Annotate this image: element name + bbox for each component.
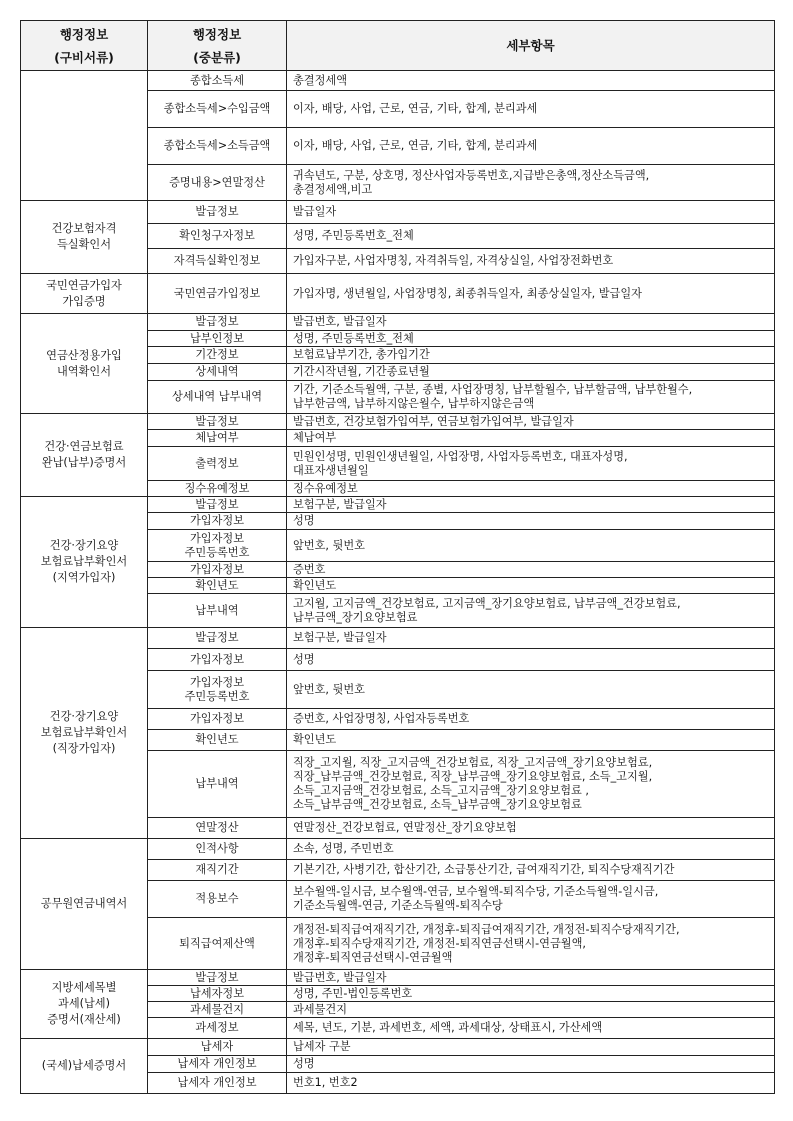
category-line: 인적사항 — [195, 842, 239, 855]
category-line: 가입자정보 — [189, 675, 245, 689]
category-cell — [148, 818, 287, 839]
category-cell — [148, 331, 287, 347]
detail-cell — [287, 513, 775, 530]
category-line: 확인년도 — [195, 733, 239, 746]
detail-line: 직장_고지월, 직장_고지금액_건강보험료, 직장_고지금액_장기요양보험료, — [293, 756, 653, 769]
category-line: 종합소득세>수입금액 — [163, 102, 271, 115]
detail-line: 소득_납부금액_건강보험료, 소득_납부금액_장기요양보험료 — [293, 798, 582, 811]
detail-line: 대표자생년월일 — [293, 463, 369, 477]
category-cell — [148, 513, 287, 530]
detail-line: 개정전-퇴직급여재직기간, 개정후-퇴직급여재직기간, 개정전-퇴직수당재직기간, — [293, 922, 680, 936]
detail-cell — [287, 71, 775, 91]
category-cell — [148, 578, 287, 594]
category-cell — [148, 314, 287, 331]
document-name-cell — [21, 970, 148, 1039]
category-cell — [148, 881, 287, 918]
category-line: 적용보수 — [195, 892, 239, 905]
document-name-line: 국민연금가입자 — [46, 278, 122, 292]
document-name-line: (지역가입자) — [52, 571, 116, 584]
document-name-line: (직장가입자) — [52, 742, 116, 755]
detail-line: 발급번호, 발급일자 — [293, 970, 387, 984]
detail-cell — [287, 331, 775, 347]
detail-cell — [287, 1073, 775, 1094]
detail-line: 개정후-퇴직연금선택시-연금월액 — [293, 950, 453, 964]
detail-cell — [287, 918, 775, 970]
detail-line: 증번호 — [293, 562, 326, 576]
category-line: 상세내역 — [195, 365, 239, 378]
category-cell — [148, 730, 287, 751]
detail-line: 앞번호, 뒷번호 — [293, 538, 365, 552]
detail-cell — [287, 249, 775, 274]
category-cell — [148, 1073, 287, 1094]
category-cell — [148, 562, 287, 578]
detail-line: 기간시작년월, 기간종료년월 — [293, 365, 430, 378]
category-cell — [148, 381, 287, 414]
category-line: 징수유예정보 — [184, 481, 250, 495]
detail-line: 앞번호, 뒷번호 — [293, 682, 365, 696]
document-name-cell — [21, 274, 148, 314]
category-line: 가입자정보 — [189, 652, 245, 666]
table-header-row — [21, 21, 775, 71]
category-cell — [148, 860, 287, 881]
detail-cell — [287, 649, 775, 671]
detail-line: 보수월액-일시금, 보수월액-연금, 보수월액-퇴직수당, 기준소득월액-일시금, — [293, 885, 659, 898]
detail-line: 체납여부 — [293, 431, 337, 444]
document-name-line: 건강·장기요양 — [49, 539, 119, 552]
category-cell — [148, 201, 287, 224]
category-line: 자격득실확인정보 — [173, 254, 261, 267]
detail-line: 성명 — [293, 652, 315, 666]
header-col-document — [21, 21, 148, 71]
document-name-cell — [21, 201, 148, 274]
category-line: 발급정보 — [195, 205, 239, 218]
category-line: 주민등록번호 — [184, 545, 250, 559]
category-cell — [148, 165, 287, 201]
document-name-line: 건강·연금보험료 — [44, 440, 124, 453]
detail-cell — [287, 839, 775, 860]
detail-cell — [287, 818, 775, 839]
detail-line: 가입자구분, 사업자명칭, 자격취득일, 자격상실일, 사업장전화번호 — [293, 254, 614, 267]
detail-line: 보험구분, 발급일자 — [293, 631, 387, 644]
category-cell — [148, 128, 287, 165]
document-name-cell — [21, 71, 148, 201]
category-line: 국민연금가입정보 — [173, 286, 261, 300]
category-cell — [148, 414, 287, 430]
detail-line: 소속, 성명, 주민번호 — [293, 842, 394, 855]
detail-line: 성명, 주민등록번호_전체 — [293, 229, 414, 242]
category-cell — [148, 1002, 287, 1018]
category-line: 가입자정보 — [189, 514, 245, 527]
detail-line: 직장_납부금액_건강보험료, 직장_납부금액_장기요양보험료, 소득_고지월, — [293, 770, 653, 783]
category-line: 가입자정보 — [189, 712, 245, 725]
category-cell — [148, 709, 287, 730]
category-line: 납세자 개인정보 — [177, 1076, 257, 1089]
header-col-document-line1: 행정정보 — [59, 26, 109, 42]
detail-line: 발급번호, 발급일자 — [293, 315, 387, 328]
category-line: 납세자 — [200, 1040, 234, 1053]
category-cell — [148, 594, 287, 628]
header-col-category-line1: 행정정보 — [192, 26, 242, 42]
category-line: 납세자정보 — [189, 986, 245, 1000]
category-line: 확인청구자정보 — [179, 229, 255, 242]
detail-cell — [287, 1056, 775, 1073]
detail-line: 확인년도 — [293, 578, 337, 592]
detail-cell — [287, 970, 775, 986]
document-name-line: 득실확인서 — [56, 238, 112, 251]
document-name-line: 과세(납세) — [58, 997, 110, 1010]
detail-line: 성명 — [293, 1057, 315, 1070]
detail-cell — [287, 578, 775, 594]
document-name-line: 건강·장기요양 — [49, 710, 119, 723]
category-line: 체납여부 — [195, 431, 239, 444]
detail-cell — [287, 671, 775, 709]
table-row — [21, 201, 775, 224]
detail-cell — [287, 224, 775, 249]
detail-cell — [287, 751, 775, 818]
table-row — [21, 839, 775, 860]
detail-line: 보험구분, 발급일자 — [293, 497, 387, 511]
detail-cell — [287, 447, 775, 481]
detail-cell — [287, 165, 775, 201]
document-name-line: 내역확인서 — [56, 364, 112, 378]
category-line: 재직기간 — [195, 863, 239, 876]
category-line: 가입자정보 — [189, 531, 245, 545]
table-row — [21, 628, 775, 649]
category-cell — [148, 970, 287, 986]
detail-cell — [287, 562, 775, 578]
category-line: 출력정보 — [195, 456, 239, 470]
header-col-category — [148, 21, 287, 71]
document-name-line: 보험료납부확인서 — [40, 726, 128, 739]
detail-line: 징수유예정보 — [293, 481, 358, 495]
category-line: 발급정보 — [195, 315, 239, 328]
detail-cell — [287, 414, 775, 430]
category-line: 과세정보 — [195, 1021, 239, 1034]
document-name-cell — [21, 314, 148, 414]
document-name-line: 공무원연금내역서 — [40, 897, 128, 910]
detail-line: 납부금액_장기요양보험료 — [293, 610, 418, 624]
category-line: 상세내역 납부내역 — [171, 390, 262, 403]
category-line: 납세자 개인정보 — [177, 1057, 257, 1070]
detail-cell — [287, 628, 775, 649]
category-cell — [148, 530, 287, 562]
detail-line: 성명 — [293, 514, 315, 527]
category-line: 주민등록번호 — [184, 689, 250, 703]
detail-line: 가입자명, 생년월일, 사업장명칭, 최종취득일자, 최종상실일자, 발급일자 — [293, 286, 642, 300]
detail-line: 개정후-퇴직수당재직기간, 개정전-퇴직연금선택시-연금월액, — [293, 936, 586, 950]
document-name-line: 보험료납부확인서 — [40, 555, 128, 568]
category-line: 납부내역 — [195, 777, 239, 790]
category-cell — [148, 71, 287, 91]
detail-line: 과세물건지 — [293, 1002, 348, 1016]
document-name-line: 가입증명 — [62, 294, 106, 308]
document-name-cell — [21, 628, 148, 839]
detail-line: 번호1, 번호2 — [293, 1076, 358, 1089]
header-col-document-line2: (구비서류) — [54, 49, 114, 65]
category-cell — [148, 364, 287, 381]
detail-line: 이자, 배당, 사업, 근로, 연금, 기타, 합계, 분리과세 — [293, 139, 538, 152]
category-line: 기간정보 — [195, 348, 239, 361]
category-cell — [148, 751, 287, 818]
category-cell — [148, 649, 287, 671]
detail-cell — [287, 364, 775, 381]
table-row — [21, 314, 775, 331]
document-name-line: (국세)납세증명서 — [41, 1059, 127, 1072]
detail-cell — [287, 381, 775, 414]
detail-line: 발급일자 — [293, 205, 337, 218]
category-line: 가입자정보 — [189, 562, 245, 576]
category-line: 과세물건지 — [189, 1002, 245, 1016]
detail-line: 보험료납부기간, 총가입기간 — [293, 348, 430, 361]
category-cell — [148, 628, 287, 649]
table-body — [21, 71, 775, 1094]
detail-line: 증번호, 사업장명칭, 사업자등록번호 — [293, 712, 470, 725]
detail-cell — [287, 594, 775, 628]
detail-cell — [287, 274, 775, 314]
table-row — [21, 414, 775, 430]
category-cell — [148, 1039, 287, 1056]
table-row — [21, 497, 775, 513]
document-name-line: 지방세세목별 — [51, 981, 117, 994]
table-row — [21, 970, 775, 986]
document-name-line: 연금산정용가입 — [46, 348, 122, 362]
detail-line: 이자, 배당, 사업, 근로, 연금, 기타, 합계, 분리과세 — [293, 102, 538, 115]
detail-cell — [287, 1002, 775, 1018]
category-cell — [148, 347, 287, 364]
category-line: 종합소득세 — [189, 73, 245, 87]
document-name-cell — [21, 497, 148, 628]
detail-line: 총결정세액 — [293, 73, 348, 87]
detail-line: 발급번호, 건강보험가입여부, 연금보험가입여부, 발급일자 — [293, 414, 574, 428]
detail-cell — [287, 881, 775, 918]
header-col-category-line2: (중분류) — [193, 49, 241, 65]
detail-line: 기간, 기준소득월액, 구분, 종별, 사업장명칭, 납부할월수, 납부할금액, 납부한월수, — [293, 383, 693, 396]
detail-cell — [287, 91, 775, 128]
category-cell — [148, 274, 287, 314]
document-name-cell — [21, 1039, 148, 1094]
category-cell — [148, 91, 287, 128]
category-cell — [148, 447, 287, 481]
detail-cell — [287, 314, 775, 331]
category-line: 퇴직급여제산액 — [179, 936, 255, 950]
category-cell — [148, 497, 287, 513]
category-cell — [148, 249, 287, 274]
detail-line: 성명, 주민-법인등록번호 — [293, 986, 413, 1000]
table-row — [21, 1039, 775, 1056]
category-cell — [148, 918, 287, 970]
category-cell — [148, 839, 287, 860]
detail-cell — [287, 1039, 775, 1056]
category-line: 납부내역 — [195, 603, 239, 617]
document-name-cell — [21, 414, 148, 497]
category-line: 확인년도 — [195, 578, 239, 592]
detail-line: 고지월, 고지금액_건강보험료, 고지금액_장기요양보험료, 납부금액_건강보험료, — [293, 596, 681, 610]
detail-line: 민원인성명, 민원인생년월일, 사업장명, 사업자등록번호, 대표자성명, — [293, 449, 628, 463]
category-line: 증명내용>연말정산 — [169, 175, 265, 189]
detail-cell — [287, 1018, 775, 1039]
category-cell — [148, 1018, 287, 1039]
detail-line: 납부한금액, 납부하지않은월수, 납부하지않은금액 — [293, 397, 535, 410]
category-line: 발급정보 — [195, 970, 239, 984]
detail-line: 확인년도 — [293, 733, 337, 746]
category-cell — [148, 430, 287, 447]
detail-cell — [287, 347, 775, 364]
category-cell — [148, 481, 287, 497]
detail-line: 귀속년도, 구분, 상호명, 정산사업자등록번호,지급받은총액,정산소득금액, — [293, 168, 650, 182]
table-row — [21, 274, 775, 314]
detail-line: 연말정산_건강보험료, 연말정산_장기요양보험 — [293, 821, 517, 834]
category-line: 종합소득세>소득금액 — [163, 139, 271, 152]
category-cell — [148, 224, 287, 249]
category-line: 발급정보 — [195, 631, 239, 644]
detail-line: 기본기간, 사병기간, 합산기간, 소급통산기간, 급여재직기간, 퇴직수당재직기간 — [293, 863, 675, 876]
admin-info-table — [20, 20, 775, 1094]
category-cell — [148, 1056, 287, 1073]
detail-cell — [287, 430, 775, 447]
detail-cell — [287, 128, 775, 165]
detail-line: 소득_고지금액_건강보험료, 소득_고지금액_장기요양보험료 , — [293, 784, 589, 797]
table-row — [21, 71, 775, 91]
document-name-line: 완납(납부)증명서 — [41, 456, 127, 469]
header-col-detail: 세부항목 — [287, 21, 775, 71]
category-cell — [148, 671, 287, 709]
detail-line: 총결정세액,비고 — [293, 182, 373, 196]
category-cell — [148, 986, 287, 1002]
detail-cell — [287, 497, 775, 513]
detail-cell — [287, 730, 775, 751]
detail-line: 성명, 주민등록번호_전체 — [293, 331, 414, 345]
category-line: 연말정산 — [195, 821, 239, 834]
detail-line: 납세자 구분 — [293, 1040, 351, 1053]
document-name-line: 건강보험자격 — [51, 222, 117, 235]
category-line: 발급정보 — [195, 414, 239, 428]
detail-cell — [287, 860, 775, 881]
document-name-cell — [21, 839, 148, 970]
category-line: 납부인정보 — [189, 331, 245, 345]
document-name-line: 증명서(재산세) — [47, 1013, 121, 1026]
detail-cell — [287, 201, 775, 224]
detail-cell — [287, 530, 775, 562]
detail-cell — [287, 709, 775, 730]
detail-line: 기준소득월액-연금, 기준소득월액-퇴직수당 — [293, 899, 503, 912]
detail-line: 세목, 년도, 기분, 과세번호, 세액, 과세대상, 상태표시, 가산세액 — [293, 1021, 603, 1034]
detail-cell — [287, 481, 775, 497]
category-line: 발급정보 — [195, 497, 239, 511]
detail-cell — [287, 986, 775, 1002]
